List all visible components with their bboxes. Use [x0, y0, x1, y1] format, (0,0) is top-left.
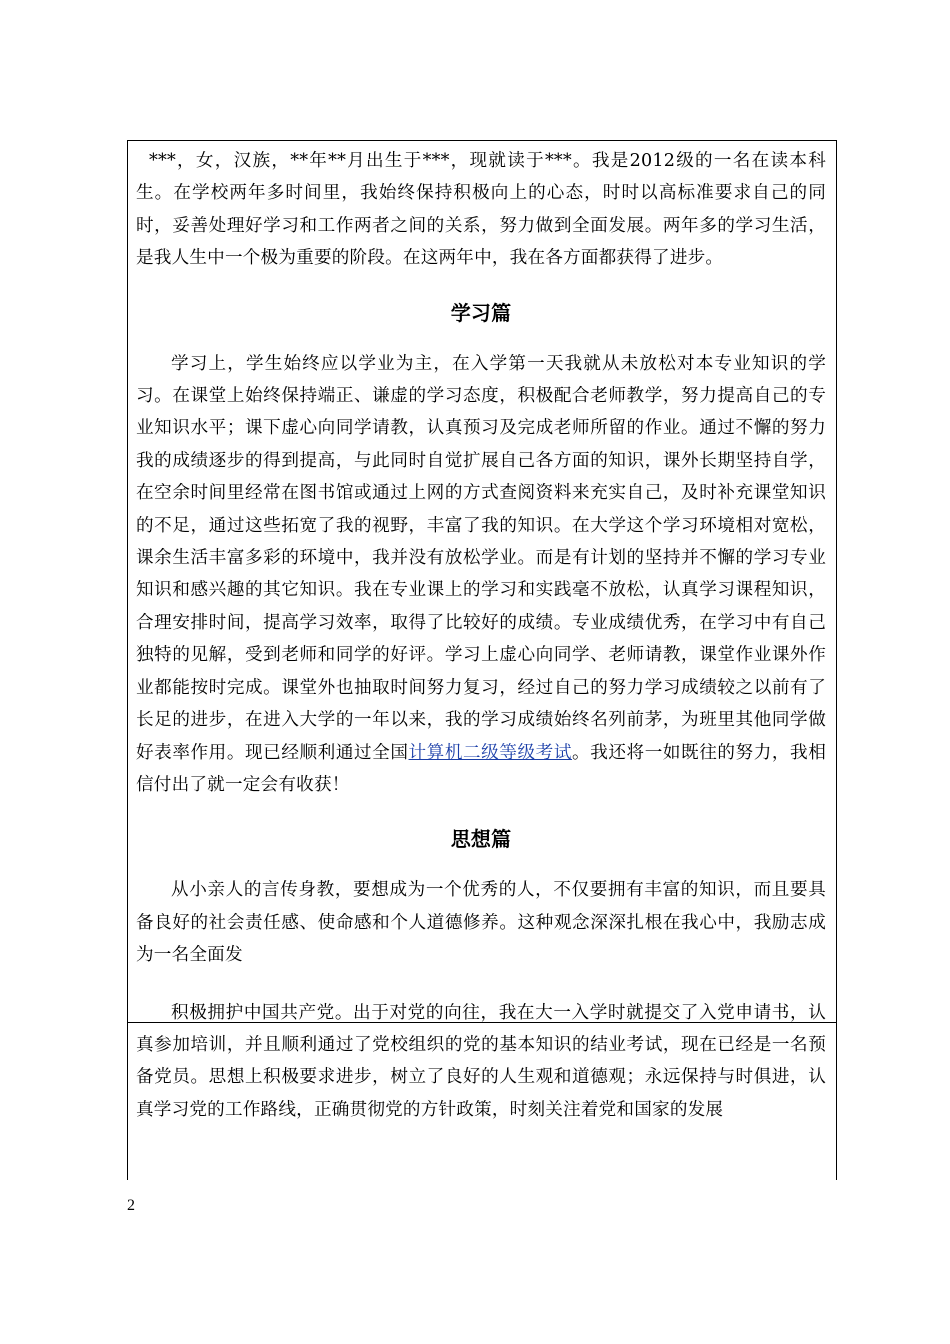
document-body [136, 140, 826, 1126]
thought-section-heading: 思想篇 [450, 827, 512, 852]
study-text-before-link: 学习上，学生始终应以学业为主，在入学第一天我就从未放松对本专业知识的学习。在课堂上始终保持端正、谦虚的学习态度，积极配合老师教学，努力提高自己的专业知识水平；课下虚心向同学请教，认真预习及完成老师所留的作业。通过不懈的努力我的成绩逐步的得到提高，与此同时自觉扩展自己各方面的知识，课外长期坚持自学，在空余时间里经常在图书馆或通过上网的方式查阅资料来充实自己，及时补充课堂知识的不足，通过这些拓宽了我的视野，丰富了我的知识。在大学这个学习环境相对宽松，课余生活丰富多彩的环境中，我并没有放松学业。而是有计划的坚持并不懈的学习专业知识和感兴趣的其它知识。我在专业课上的学习和实践毫不放松，认真学习课程知识，合理安排时间，提高学习效率，取得了比较好的成绩。专业成绩优秀，在学习中有自己独特的见解，受到老师和同学的好评。学习上虚心向同学、老师请教，课堂作业课外作业都能按时完成。课堂外也抽取时间努力复习，经过自己的努力学习成绩较之以前有了长足的进步，在进入大学的一年以来，我的学习成绩始终名列前茅，为班里其他同学做好表率作用。现已经顺利通过全国 [136, 353, 826, 763]
study-section-heading: 学习篇 [450, 300, 512, 325]
computer-exam-link[interactable]: 计算机二级等级考试 [408, 742, 573, 763]
study-paragraph [136, 348, 826, 802]
study-text-after-link: 。我还将一如既往的努力，我相信付出了就一定会有收获！ [136, 742, 826, 795]
thought-paragraph-1: 从小亲人的言传身教，要想成为一个优秀的人，不仅要拥有丰富的知识，而且要具备良好的社会责任感、使命感和个人道德修养。这种观念深深扎根在我心中，我励志成为一名全面发 [136, 880, 826, 966]
thought-paragraph-2: 积极拥护中国共产党。出于对党的向往，我在大一入学时就提交了入党申请书，认真参加培训，并且顺利通过了党校组织的党的基本知识的结业考试，现在已经是一名预备党员。思想上积极要求进步，树立了良好的人生观和道德观；永远保持与时俱进，认真学习党的工作路线，正确贯彻党的方针政策，时刻关注着党和国家的发展 [136, 1002, 826, 1120]
page-number: 2 [127, 1197, 135, 1214]
intro-paragraph: ***，女，汉族，**年**月出生于***，现就读于***。我是2012级的一名在读本科生。在学校两年多时间里，我始终保持积极向上的心态，时时以高标准要求自己的同时，妥善处理好学习和工作两者之间的关系，努力做到全面发展。两年多的学习生活，是我人生中一个极为重要的阶段。在这两年中，我在各方面都获得了进步。 [136, 151, 826, 269]
row-gap [136, 972, 826, 997]
